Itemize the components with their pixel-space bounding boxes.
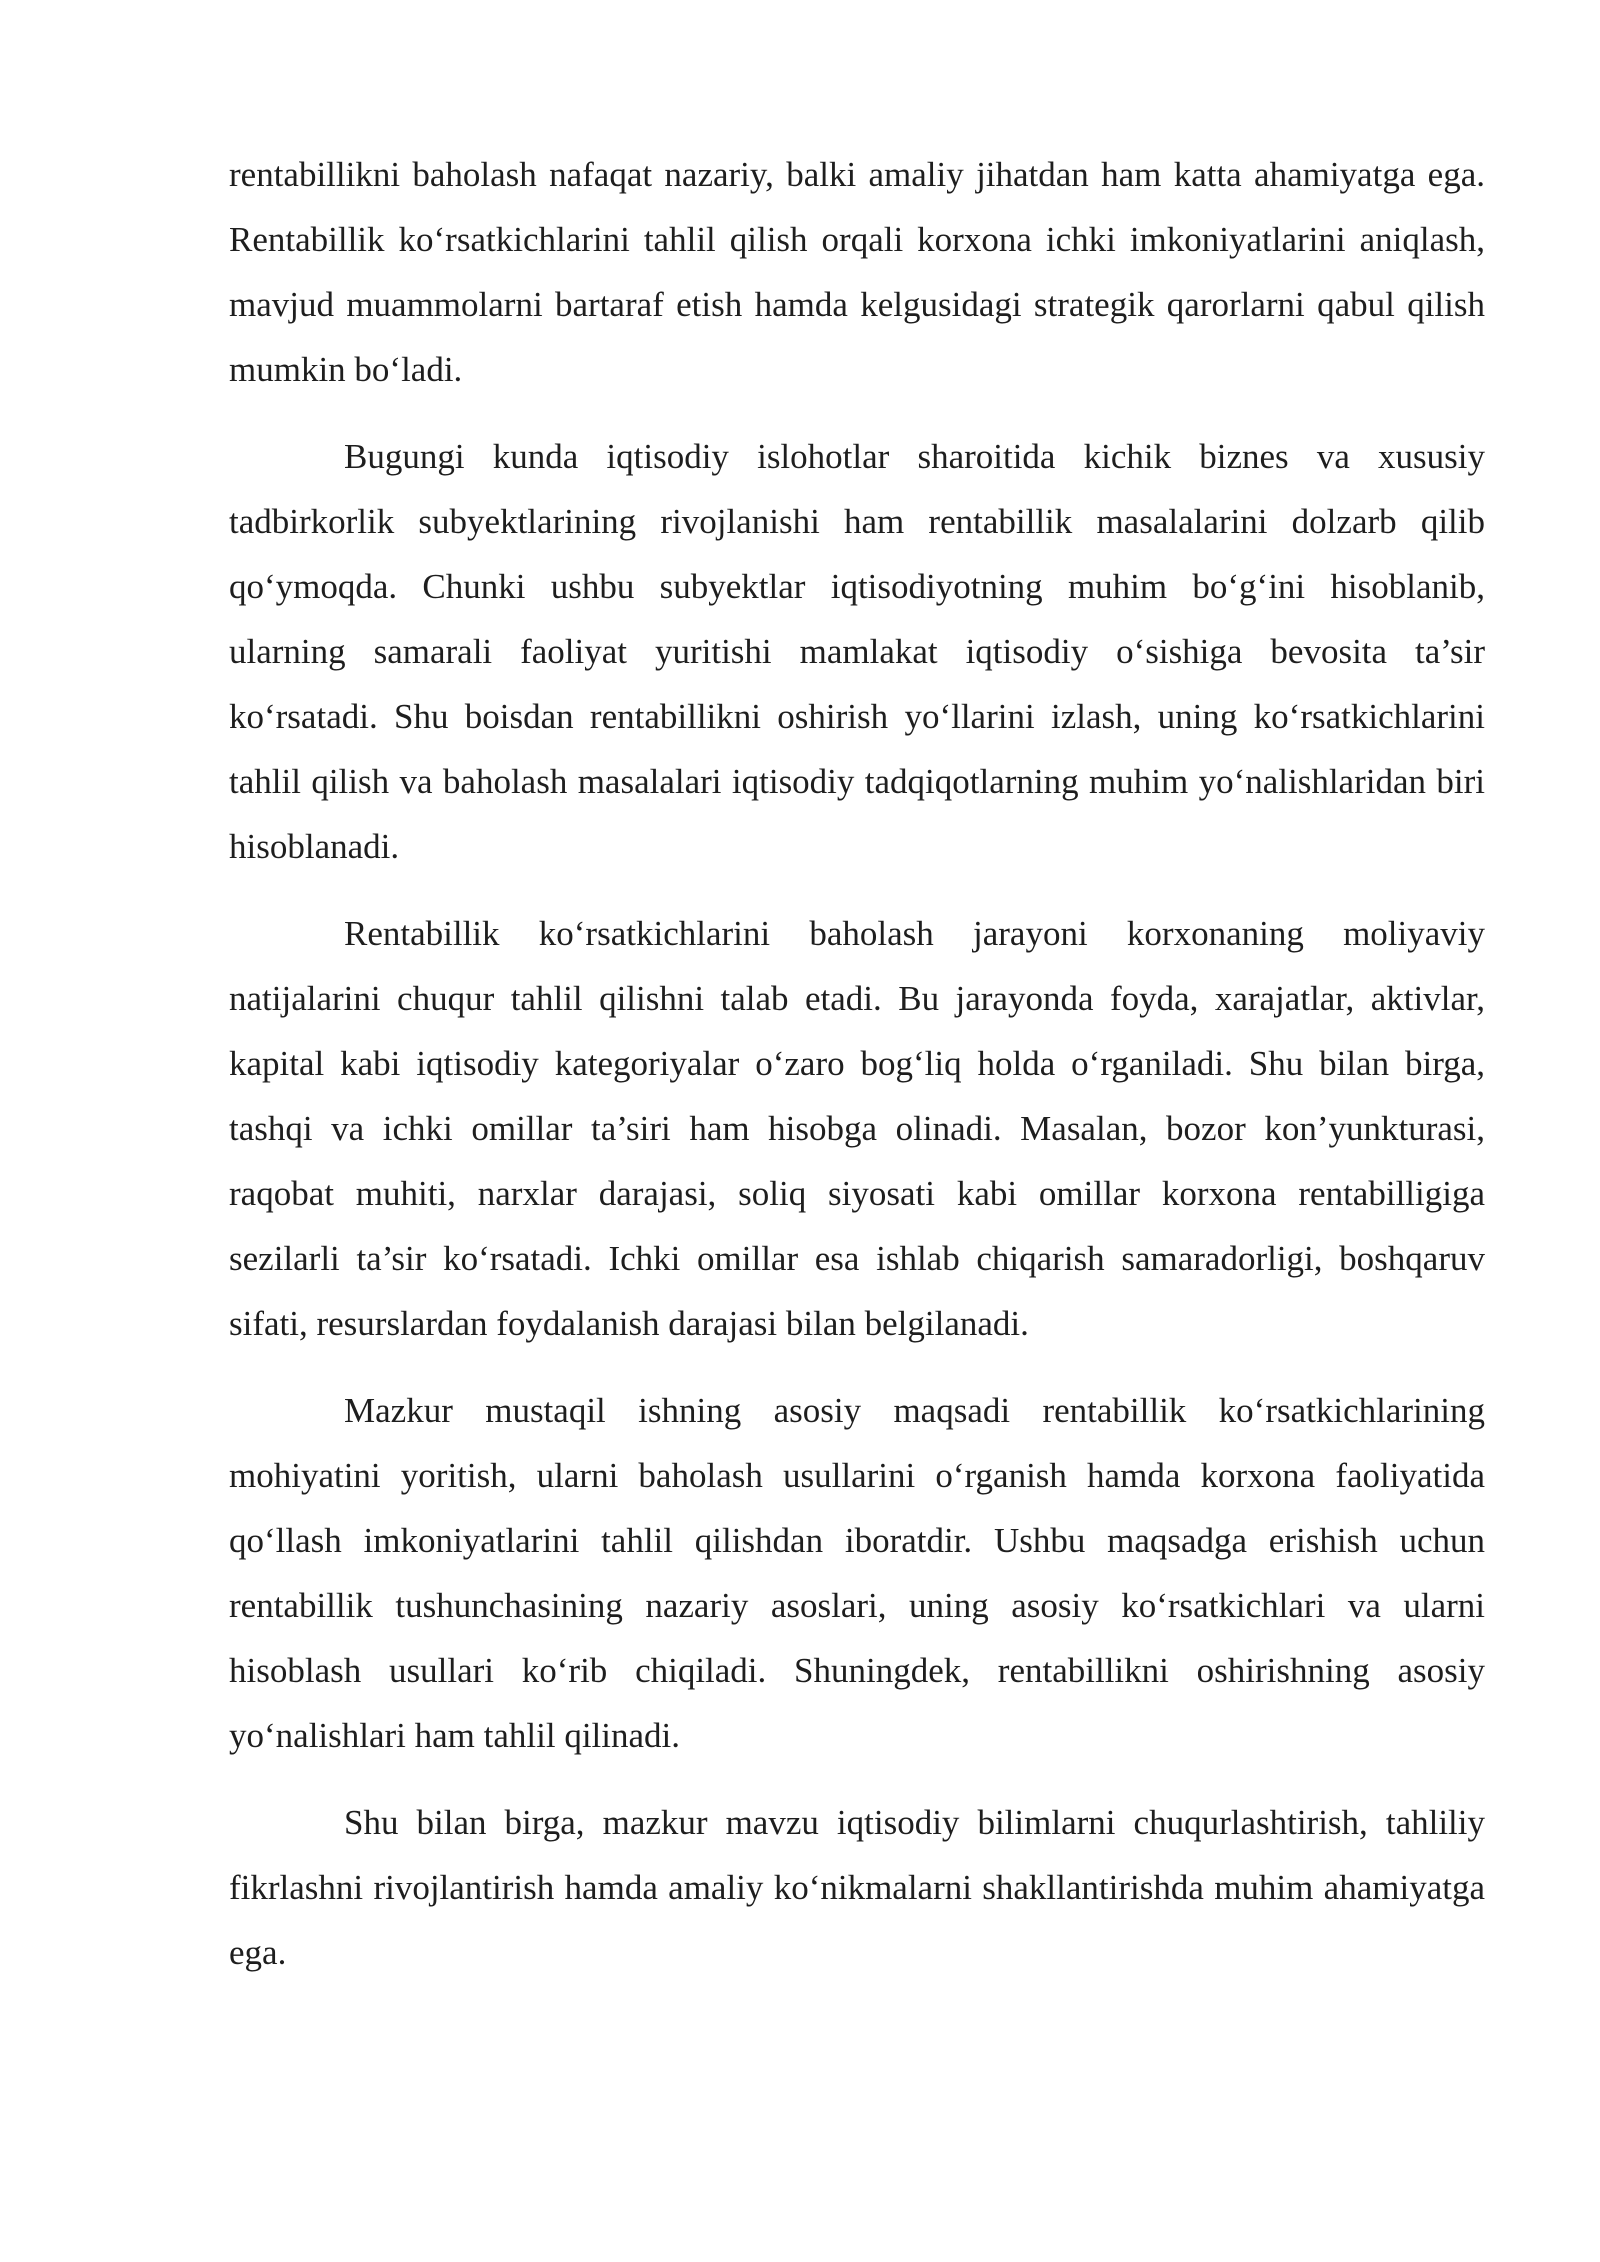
paragraph-continuation: rentabillikni baholash nafaqat nazariy, balki amaliy jihatdan ham katta ahamiyatga ega. Rentabillik ko‘rsatkichlarini tahlil qilish orqali korxona ichki imkoniyatlarini aniqlash, mavjud muammolarni bartaraf etish hamda kelgusidagi strategik qarorlarni qabul qilish mumkin bo‘ladi.: [229, 155, 1485, 389]
paragraph: Shu bilan birga, mazkur mavzu iqtisodiy bilimlarni chuqurlashtirish, tahliliy fikrlashni rivojlantirish hamda amaliy ko‘nikmalarni shakllantirishda muhim ahamiyatga ega.: [229, 1803, 1485, 1972]
document-body: [229, 142, 1485, 2007]
paragraph: Rentabillik ko‘rsatkichlarini baholash jarayoni korxonaning moliyaviy natijalarini chuqur tahlil qilishni talab etadi. Bu jarayonda foyda, xarajatlar, aktivlar, kapital kabi iqtisodiy kategoriyalar o‘zaro bog‘liq holda o‘rganiladi. Shu bilan birga, tashqi va ichki omillar ta’siri ham hisobga olinadi. Masalan, bozor kon’yunkturasi, raqobat muhiti, narxlar darajasi, soliq siyosati kabi omillar korxona rentabilligiga sezilarli ta’sir ko‘rsatadi. Ichki omillar esa ishlab chiqarish samaradorligi, boshqaruv sifati, resurslardan foydalanish darajasi bilan belgilanadi.: [229, 914, 1485, 1343]
paragraph: Bugungi kunda iqtisodiy islohotlar sharoitida kichik biznes va xususiy tadbirkorlik subyektlarining rivojlanishi ham rentabillik masalalarini dolzarb qilib qo‘ymoqda. Chunki ushbu subyektlar iqtisodiyotning muhim bo‘g‘ini hisoblanib, ularning samarali faoliyat yuritishi mamlakat iqtisodiy o‘sishiga bevosita ta’sir ko‘rsatadi. Shu boisdan rentabillikni oshirish yo‘llarini izlash, uning ko‘rsatkichlarini tahlil qilish va baholash masalalari iqtisodiy tadqiqotlarning muhim yo‘nalishlaridan biri hisoblanadi.: [229, 437, 1485, 866]
paragraph: Mazkur mustaqil ishning asosiy maqsadi rentabillik ko‘rsatkichlarining mohiyatini yoritish, ularni baholash usullarini o‘rganish hamda korxona faoliyatida qo‘llash imkoniyatlarini tahlil qilishdan iboratdir. Ushbu maqsadga erishish uchun rentabillik tushunchasining nazariy asoslari, uning asosiy ko‘rsatkichlari va ularni hisoblash usullari ko‘rib chiqiladi. Shuningdek, rentabillikni oshirishning asosiy yo‘nalishlari ham tahlil qilinadi.: [229, 1391, 1485, 1755]
